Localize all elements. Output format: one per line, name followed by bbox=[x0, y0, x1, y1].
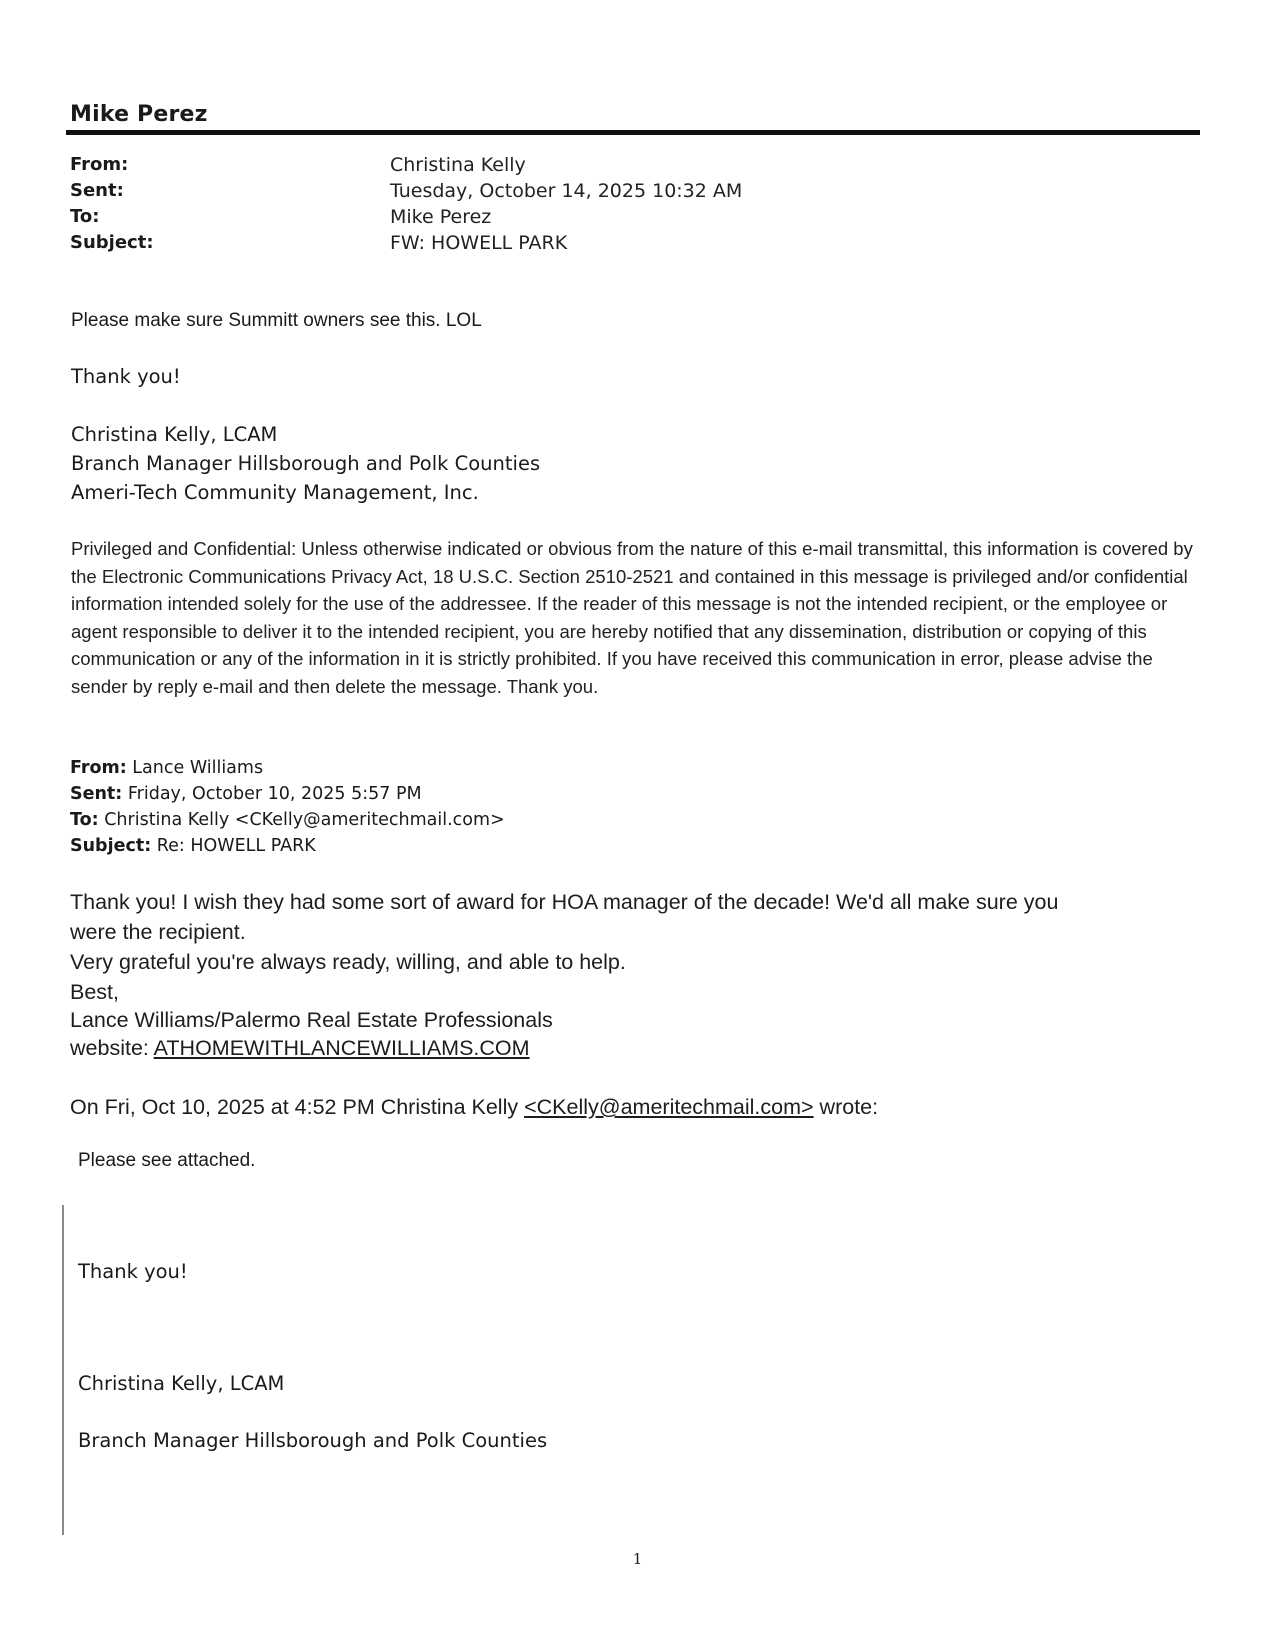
fwd-from-row bbox=[70, 758, 263, 778]
quote-intro-email-link[interactable]: <CKelly@ameritechmail.com> bbox=[524, 1095, 814, 1119]
header-rule bbox=[66, 130, 1200, 135]
quote-bar bbox=[62, 1205, 64, 1535]
fwd-sent-value: Friday, October 10, 2025 5:57 PM bbox=[122, 784, 422, 804]
fwd-sent-label: Sent: bbox=[70, 784, 123, 804]
quoted-signature-name: Christina Kelly, LCAM bbox=[78, 1372, 285, 1395]
fwd-from-value: Lance Williams bbox=[126, 758, 264, 778]
reply-line-1: Thank you! I wish they had some sort of award for HOA manager of the decade! We'd all make sure you bbox=[70, 890, 1059, 914]
signature-title: Branch Manager Hillsborough and Polk Counties bbox=[71, 452, 541, 475]
website-link[interactable]: ATHOMEWITHLANCEWILLIAMS.COM bbox=[153, 1036, 530, 1060]
subject-label: Subject: bbox=[70, 232, 154, 253]
page-number: 1 bbox=[632, 1550, 643, 1568]
fwd-from-label: From: bbox=[70, 758, 127, 778]
fwd-subject-value: Re: HOWELL PARK bbox=[151, 836, 316, 856]
confidentiality-disclaimer: Privileged and Confidential: Unless otherwise indicated or obvious from the nature of this e-mail transmittal, this information is covered by the Electronic Communications Privacy Act, 18 U.S.C. Section 2510-2521 and contained in this message is privileged and/or confidential information intended solely for the use of the addressee. If the reader of this message is not the intended recipient, or the employee or agent responsible to deliver it to the intended recipient, you are hereby notified that any dissemination, distribution or copying of this communication or any of the information in it is strictly prohibited. If you have received this communication in error, please advise the sender by reply e-mail and then delete the message. Thank you. bbox=[71, 538, 1193, 697]
reply-line-5: Lance Williams/Palermo Real Estate Professionals bbox=[70, 1008, 553, 1032]
from-label: From: bbox=[70, 154, 129, 175]
from-value: Christina Kelly bbox=[390, 154, 526, 176]
reply-website-row bbox=[70, 1036, 530, 1061]
fwd-subject-label: Subject: bbox=[70, 836, 152, 856]
fwd-to-value: Christina Kelly <CKelly@ameritechmail.com> bbox=[98, 810, 505, 830]
fwd-sent-row bbox=[70, 784, 422, 804]
signature-company: Ameri-Tech Community Management, Inc. bbox=[71, 481, 479, 504]
quoted-signature-title: Branch Manager Hillsborough and Polk Counties bbox=[78, 1429, 548, 1452]
reply-line-2: were the recipient. bbox=[70, 920, 246, 944]
quote-intro-suffix: wrote: bbox=[813, 1095, 879, 1119]
to-value: Mike Perez bbox=[390, 206, 492, 228]
message-line-2: Thank you! bbox=[71, 365, 181, 388]
signature-name: Christina Kelly, LCAM bbox=[71, 423, 278, 446]
fwd-subject-row bbox=[70, 836, 316, 856]
message-line-1: Please make sure Summitt owners see this. LOL bbox=[71, 310, 482, 331]
fwd-to-row bbox=[70, 810, 505, 830]
website-label: website: bbox=[70, 1036, 154, 1060]
sent-label: Sent: bbox=[70, 180, 124, 201]
mailbox-owner-name: Mike Perez bbox=[70, 102, 208, 127]
subject-value: FW: HOWELL PARK bbox=[390, 232, 568, 254]
sent-value: Tuesday, October 14, 2025 10:32 AM bbox=[390, 180, 743, 202]
to-label: To: bbox=[70, 206, 100, 227]
quote-intro-prefix: On Fri, Oct 10, 2025 at 4:52 PM Christina Kelly bbox=[70, 1095, 525, 1119]
reply-line-3: Very grateful you're always ready, willing, and able to help. bbox=[70, 950, 626, 974]
reply-line-4: Best, bbox=[70, 980, 119, 1004]
quote-intro bbox=[70, 1095, 878, 1120]
quoted-line-2: Thank you! bbox=[78, 1260, 188, 1283]
quoted-line-1: Please see attached. bbox=[78, 1150, 256, 1171]
fwd-to-label: To: bbox=[70, 810, 99, 830]
